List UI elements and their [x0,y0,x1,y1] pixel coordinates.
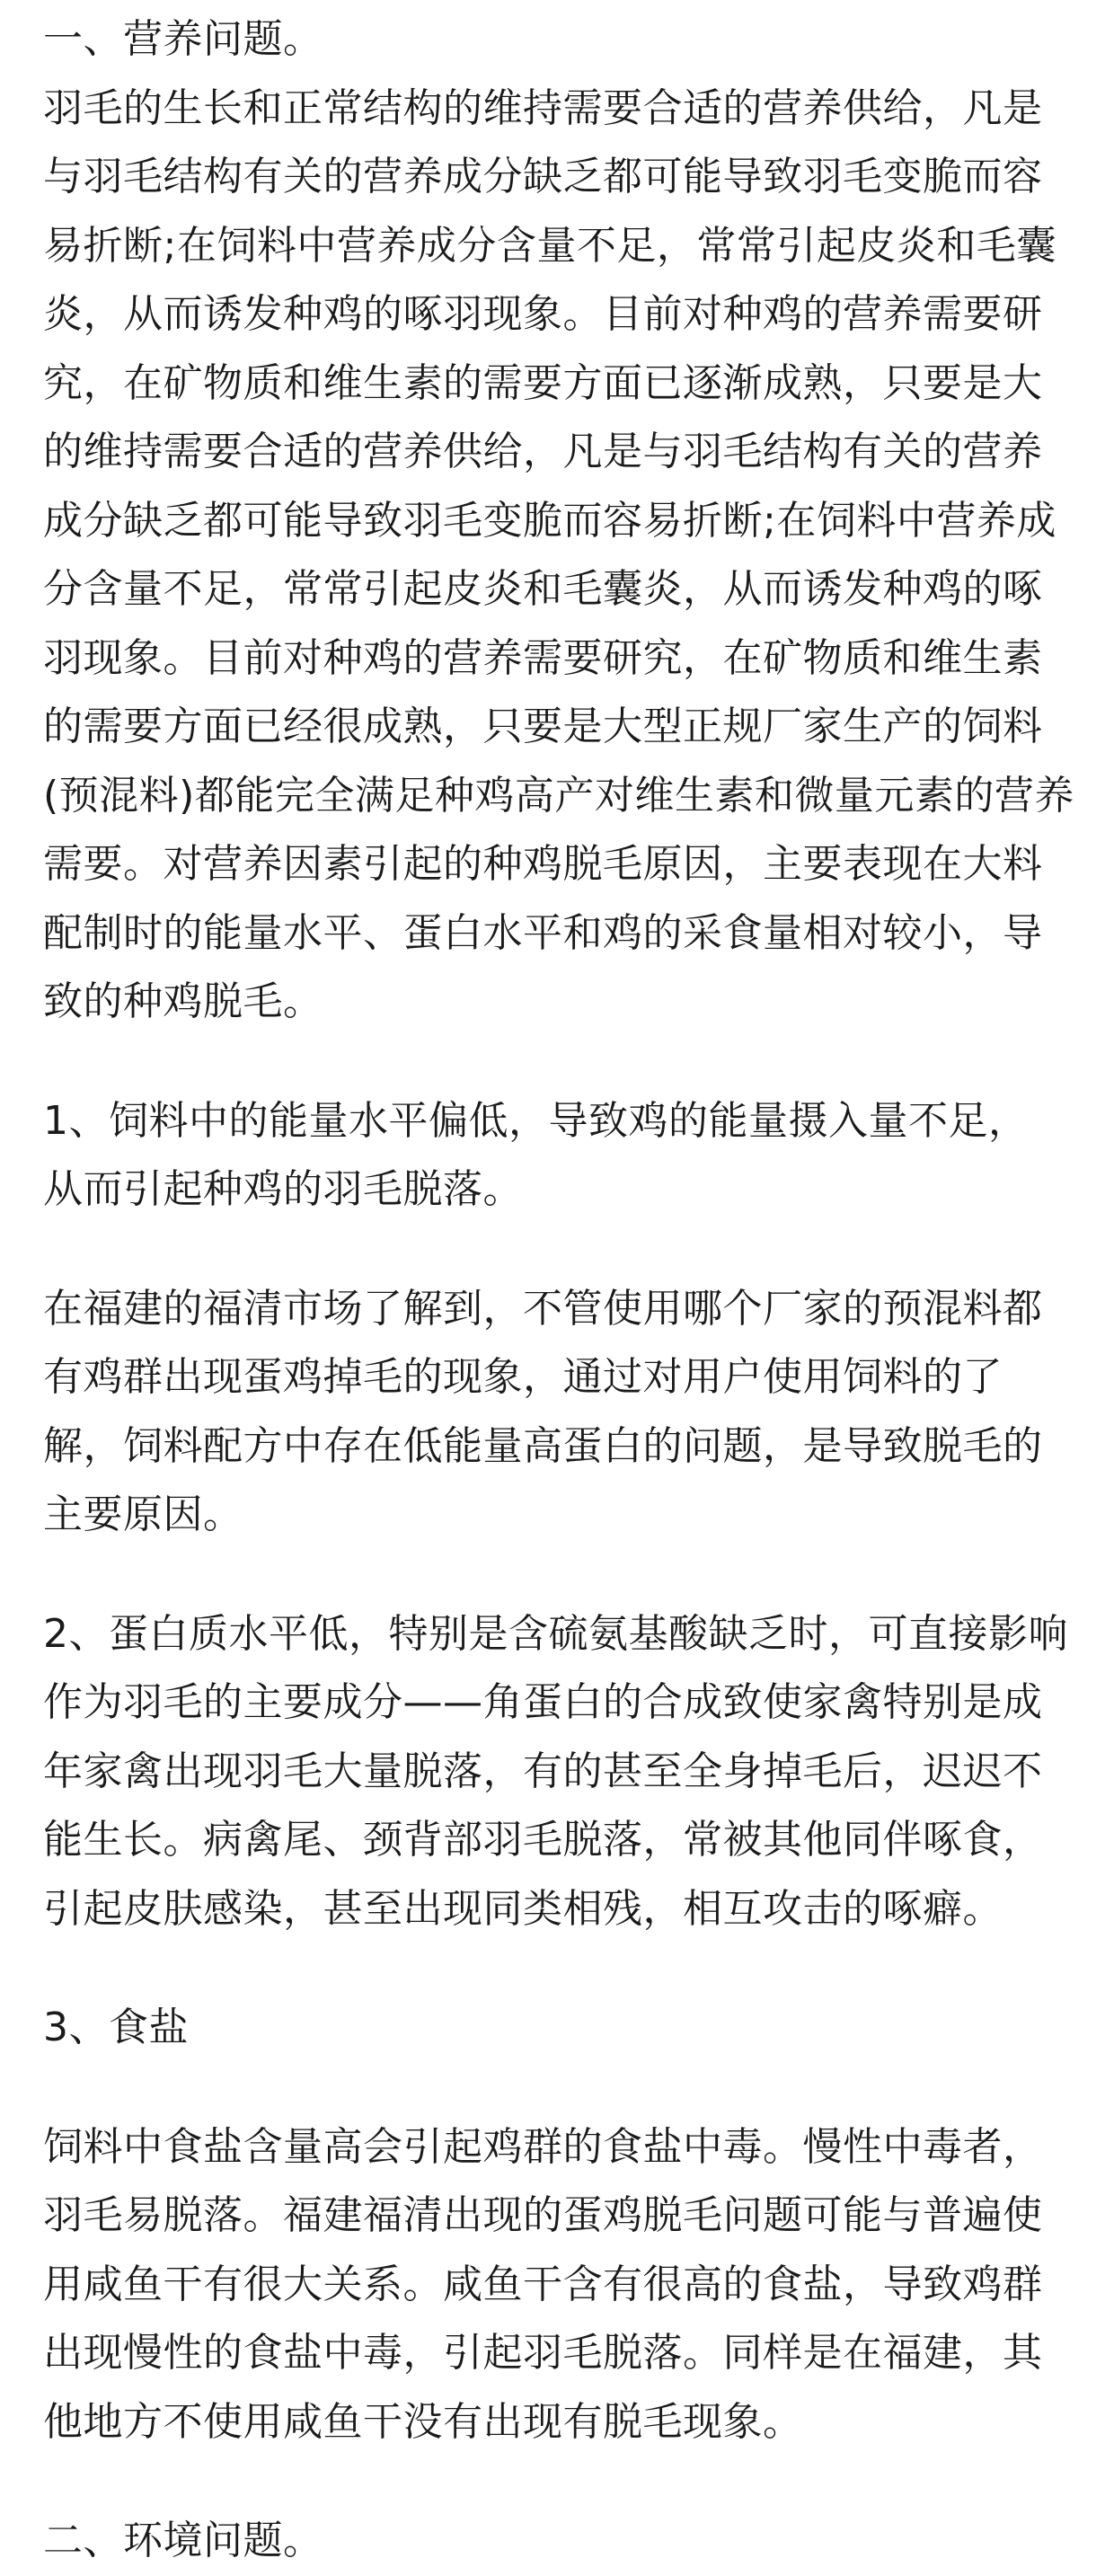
section-heading-environment: 二、环境问题。 [43,2518,323,2563]
paragraph-fuqing-market: 在福建的福清市场了解到，不管使用哪个厂家的预混料都有鸡群出现蛋鸡掉毛的现象，通过对用户使用饲料的了解，饲料配方中存在低能量高蛋白的问题，是导致脱毛的主要原因。 [43,1285,1043,1537]
paragraph-point-2-protein: 2、蛋白质水平低，特别是含硫氨基酸缺乏时，可直接影响作为羽毛的主要成分——角蛋白的合成致使家禽特别是成年家禽出现羽毛大量脱落，有的甚至全身掉毛后，迟迟不能生长。病禽尾、颈背部羽毛脱落，常被其他同伴啄食，引起皮肤感染，甚至出现同类相残，相互攻击的啄癖。 [43,1610,1068,1932]
section-heading-nutrition: 一、营养问题。 [43,16,323,62]
paragraph-point-1-energy: 1、饲料中的能量水平偏低，导致鸡的能量摄入量不足，从而引起种鸡的羽毛脱落。 [43,1097,1029,1212]
paragraph-point-3-salt: 3、食盐 [43,2005,189,2050]
paragraph-nutrition-intro: 羽毛的生长和正常结构的维持需要合适的营养供给，凡是与羽毛结构有关的营养成分缺乏都可能导致羽毛变脆而容易折断;在饲料中营养成分含量不足，常常引起皮炎和毛囊炎，从而诱发种鸡的啄羽现象。目前对种鸡的营养需要研究，在矿物质和维生素的需要方面已逐渐成熟，只要是大的维持需要合适的营养供给，凡是与羽毛结构有关的营养成分缺乏都可能导致羽毛变脆而容易折断;在饲料中营养成分含量不足，常常引起皮炎和毛囊炎，从而诱发种鸡的啄羽现象。目前对种鸡的营养需要研究，在矿物质和维生素的需要方面已经很成熟，只要是大型正规厂家生产的饲料(预混料)都能完全满足种鸡高产对维生素和微量元素的营养需要。对营养因素引起的种鸡脱毛原因，主要表现在大料配制时的能量水平、蛋白水平和鸡的采食量相对较小，导致的种鸡脱毛。 [43,84,1074,1024]
paragraph-salt-poisoning: 饲料中食盐含量高会引起鸡群的食盐中毒。慢性中毒者，羽毛易脱落。福建福清出现的蛋鸡脱毛问题可能与普遍使用咸鱼干有很大关系。咸鱼干含有很高的食盐，导致鸡群出现慢性的食盐中毒，引起羽毛脱落。同样是在福建，其他地方不使用咸鱼干没有出现有脱毛现象。 [43,2123,1043,2445]
